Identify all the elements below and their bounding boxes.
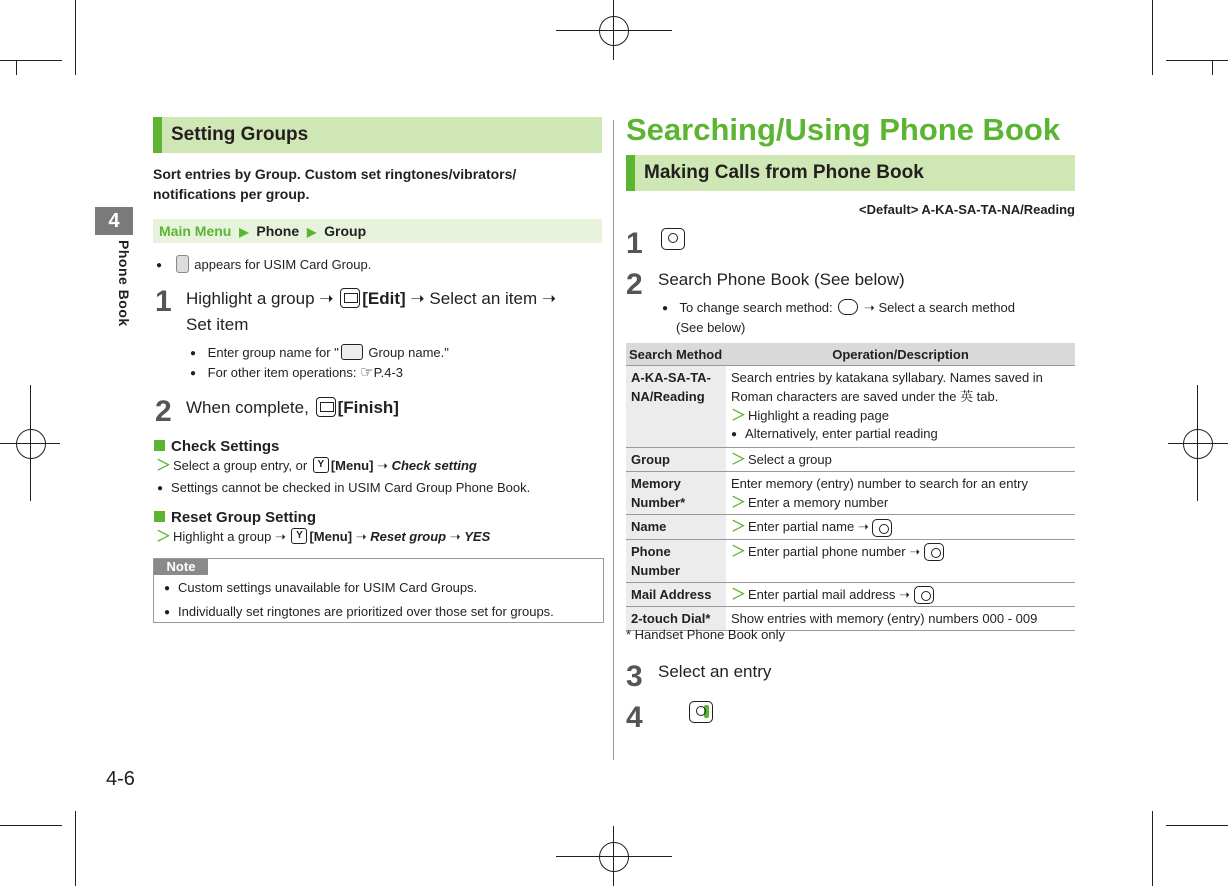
header-search-method: Search Method xyxy=(626,343,726,366)
header-operation: Operation/Description xyxy=(726,343,1075,366)
edit-softkey: [Edit] xyxy=(362,289,406,308)
chevron-icon: ＞ xyxy=(731,494,747,511)
row-op: Enter a memory number xyxy=(748,495,889,510)
arrow-icon: ➝ xyxy=(377,458,388,473)
chevron-icon: ＞ xyxy=(156,457,172,474)
green-square-icon xyxy=(154,511,165,522)
desc-cell xyxy=(726,515,1075,540)
table-row xyxy=(626,515,1075,540)
arrow-icon: ➝ xyxy=(857,519,869,534)
arrow-icon: ➝ xyxy=(355,529,367,544)
green-square-icon xyxy=(154,440,165,451)
usim-group-icon xyxy=(176,255,189,273)
default-setting: <Default> A-KA-SA-TA-NA/Reading xyxy=(859,202,1075,217)
step-2-search-text: Search Phone Book (See below) xyxy=(658,270,905,289)
reset-group-operation xyxy=(156,528,490,546)
step-number: 4 xyxy=(626,701,643,734)
page-number: 4-6 xyxy=(106,768,135,790)
method-cell: Phone Number xyxy=(626,539,726,582)
table-row xyxy=(626,366,1075,448)
camera-key-icon xyxy=(914,586,934,604)
menu-softkey: [Menu] xyxy=(309,529,353,544)
bullet-usim xyxy=(156,256,371,276)
menu-path-phone: Phone xyxy=(256,223,300,239)
check-settings-heading xyxy=(154,437,279,457)
step-1-bullet-a xyxy=(190,344,449,364)
bullet-line2: (See below) xyxy=(676,320,746,335)
bullet-post: Select a search method xyxy=(878,300,1016,315)
mail-key-icon xyxy=(340,288,360,308)
arrow-icon: ➝ xyxy=(410,289,425,308)
reset-group-heading xyxy=(154,508,316,528)
chapter-tab: 4 xyxy=(95,207,133,235)
footnote: * Handset Phone Book only xyxy=(626,627,785,642)
chapter-label: Phone Book xyxy=(116,240,132,327)
method-cell: Name xyxy=(626,515,726,540)
chevron-icon: ＞ xyxy=(156,528,172,545)
method-cell: Memory Number* xyxy=(626,472,726,515)
arrow-icon: ➝ xyxy=(449,529,461,544)
step-number: 1 xyxy=(155,285,172,318)
check-settings-bullet: ● Settings cannot be checked in USIM Card Group Phone Book. xyxy=(157,479,530,499)
finish-softkey: [Finish] xyxy=(337,398,399,417)
reset-group-option: Reset group xyxy=(370,529,447,544)
table-row xyxy=(626,472,1075,515)
step-number: 2 xyxy=(155,395,172,428)
clear-key-icon xyxy=(838,299,858,315)
arrow-icon: ➝ xyxy=(863,300,875,315)
reset-heading-text: Reset Group Setting xyxy=(171,509,317,526)
chevron-icon: ＞ xyxy=(731,451,747,468)
bullet-b-text: For other item operations: xyxy=(207,365,357,380)
desc-cell xyxy=(726,472,1075,515)
menu-path xyxy=(153,219,602,243)
camera-key-icon xyxy=(661,228,685,250)
desc-cell xyxy=(726,366,1075,448)
chevron-icon: ＞ xyxy=(731,585,747,603)
step-number: 1 xyxy=(626,227,643,260)
check-settings-operation xyxy=(156,457,477,475)
check-heading-text: Check Settings xyxy=(171,438,280,455)
row-op: Enter partial mail address xyxy=(748,586,896,602)
step-number: 2 xyxy=(626,268,643,301)
page-reference-link[interactable]: P.4-3 xyxy=(373,365,404,380)
bullet-a-post: Group name." xyxy=(364,345,449,360)
search-method-bullet xyxy=(662,299,1062,337)
row-op: Highlight a reading page xyxy=(748,408,889,423)
row-desc: Enter memory (entry) number to search for an entry xyxy=(731,476,1028,491)
row-bullet: ● Alternatively, enter partial reading xyxy=(731,425,1070,445)
check-setting-option: Check setting xyxy=(391,458,477,473)
arrow-icon: ➝ xyxy=(319,289,334,308)
row-op: Select a group xyxy=(748,452,832,467)
table-header xyxy=(626,343,1075,366)
search-method-table xyxy=(626,343,1075,631)
reset-op-pre: Highlight a group xyxy=(173,529,272,544)
call-key-icon xyxy=(689,701,713,723)
bullet-pre: To change search method: xyxy=(679,300,833,315)
table-row xyxy=(626,448,1075,472)
chevron-icon: ＞ xyxy=(731,407,747,424)
note-label: Note xyxy=(154,559,208,575)
step-2-text xyxy=(186,395,399,421)
mail-key-icon xyxy=(316,397,336,417)
method-cell: Mail Address xyxy=(626,582,726,607)
note-item-2: ● Individually set ringtones are prioritized over those set for groups. xyxy=(164,603,603,623)
note-box xyxy=(153,558,604,623)
step-number: 3 xyxy=(626,660,643,693)
group-icon xyxy=(341,344,363,360)
arrow-icon: ➝ xyxy=(899,586,910,602)
yes-option: YES xyxy=(464,529,491,544)
y-key-icon xyxy=(313,457,329,473)
arrow-icon: ➝ xyxy=(541,289,557,308)
section-intro: Sort entries by Group. Custom set ringtones/vibrators/ notifications per group. xyxy=(153,166,517,202)
table-row xyxy=(626,582,1075,607)
pointing-hand-icon: ☞ xyxy=(360,364,374,381)
row-op: Enter partial name xyxy=(748,519,855,534)
step-1-bullet-b xyxy=(190,364,403,384)
desc-cell xyxy=(726,539,1075,582)
arrow-icon: ➝ xyxy=(909,543,921,559)
menu-path-group: Group xyxy=(324,223,367,239)
chevron-icon: ＞ xyxy=(731,542,747,560)
table-row xyxy=(626,539,1075,582)
menu-path-main: Main Menu xyxy=(159,223,232,239)
row-op: Enter partial phone number xyxy=(748,543,906,559)
section-header-setting-groups: Setting Groups xyxy=(153,117,602,153)
desc-cell xyxy=(726,582,1075,607)
bullet-usim-text: appears for USIM Card Group. xyxy=(194,257,372,272)
step-1-a: Highlight a group xyxy=(186,289,315,308)
step-1-text xyxy=(186,286,601,338)
method-cell: A-KA-SA-TA-NA/Reading xyxy=(626,366,726,448)
step-3-text: Select an entry xyxy=(658,662,772,681)
step-2-label: When complete, xyxy=(186,398,309,417)
section-header-making-calls: Making Calls from Phone Book xyxy=(626,155,1075,191)
step-1-b: Select an item xyxy=(429,289,538,308)
row-desc: Search entries by katakana syllabary. Names saved in Roman characters are saved under the 英 tab. xyxy=(731,370,1043,404)
column-divider xyxy=(613,120,614,760)
arrow-icon: ➝ xyxy=(274,529,286,544)
note-item-1: ● Custom settings unavailable for USIM Card Groups. xyxy=(164,579,603,599)
menu-softkey: [Menu] xyxy=(330,458,374,473)
bullet-a-pre: Enter group name for " xyxy=(207,345,339,360)
method-cell: 2-touch Dial* xyxy=(626,607,726,631)
check-op-pre: Select a group entry, or xyxy=(173,458,308,473)
chevron-icon: ＞ xyxy=(731,518,747,535)
camera-key-icon xyxy=(872,519,892,537)
step-1-c: Set item xyxy=(186,315,249,334)
page-title: Searching/Using Phone Book xyxy=(626,112,1061,147)
desc-cell xyxy=(726,448,1075,472)
triangle-icon: ▶ xyxy=(307,225,317,239)
method-cell: Group xyxy=(626,448,726,472)
camera-key-icon xyxy=(924,543,944,561)
triangle-icon: ▶ xyxy=(239,225,249,239)
y-key-icon xyxy=(291,528,307,544)
desc-cell: Show entries with memory (entry) numbers 000 - 009 xyxy=(726,607,1075,631)
